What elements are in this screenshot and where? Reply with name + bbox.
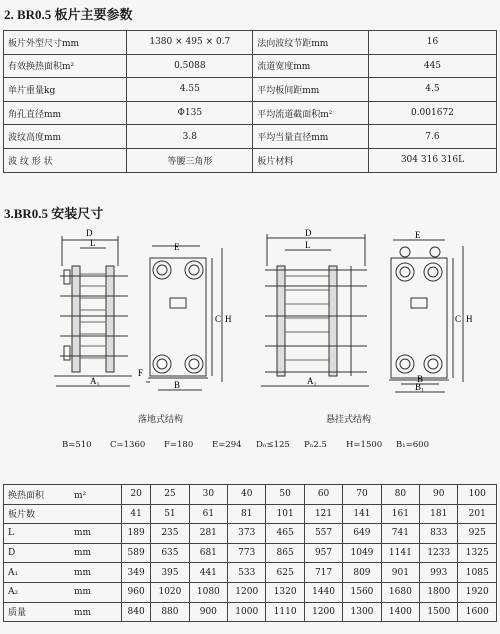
param-label: 平均流道截面积m² <box>253 101 369 125</box>
table-row <box>4 543 497 563</box>
param-value: 3.8 <box>127 125 253 149</box>
row-label-text: A₂ <box>8 587 19 598</box>
cell-value: 1500 <box>420 602 458 622</box>
cell-value: 957 <box>304 543 342 563</box>
cell-value: 1110 <box>266 602 304 622</box>
param-row <box>4 54 497 78</box>
cell-value: 20 <box>122 485 151 505</box>
cell-value: 61 <box>189 504 227 524</box>
row-label <box>4 582 122 602</box>
table-row <box>4 582 497 602</box>
cell-value: 1400 <box>381 602 419 622</box>
row-label <box>4 524 122 544</box>
row-label-text: 板片数 <box>8 510 36 521</box>
param-label: 波纹高度mm <box>4 125 127 149</box>
param-value: 7.6 <box>368 125 496 149</box>
cell-value: 681 <box>189 543 227 563</box>
row-unit: mm <box>74 587 92 598</box>
label-C-hang: C <box>455 314 462 324</box>
cell-value: 1200 <box>228 582 266 602</box>
cell-value: 50 <box>266 485 304 505</box>
table-row <box>4 504 497 524</box>
cell-value: 717 <box>304 563 342 583</box>
floor-type-diagram <box>50 226 260 396</box>
row-label-text: A₁ <box>8 567 19 578</box>
param-label: 板片材料 <box>253 148 369 172</box>
cell-value: 395 <box>151 563 189 583</box>
param-label: 平均当量直径mm <box>253 125 369 149</box>
label-A2: A₂ <box>307 376 317 386</box>
cell-value: 1049 <box>343 543 381 563</box>
param-row <box>4 148 497 172</box>
cell-value: 90 <box>420 485 458 505</box>
cell-value: 993 <box>420 563 458 583</box>
cell-value: 773 <box>228 543 266 563</box>
cell-value: 181 <box>420 504 458 524</box>
floor-side-view <box>54 236 132 386</box>
cell-value: 1300 <box>343 602 381 622</box>
cell-value: 40 <box>228 485 266 505</box>
cell-value: 625 <box>266 563 304 583</box>
install-dimension-table <box>3 484 497 622</box>
cell-value: 925 <box>458 524 497 544</box>
label-H: H <box>225 314 232 324</box>
row-unit: m² <box>74 490 87 501</box>
param-value: Φ135 <box>127 101 253 125</box>
param-label: 法向波纹节距mm <box>253 31 369 55</box>
cell-value: 235 <box>151 524 189 544</box>
row-unit: mm <box>74 567 92 578</box>
param-row <box>4 125 497 149</box>
cell-value: 80 <box>381 485 419 505</box>
param-value: 4.5 <box>368 78 496 102</box>
floor-front-view <box>146 246 222 390</box>
cell-value: 60 <box>304 485 342 505</box>
row-label <box>4 602 122 622</box>
dim-b: B=510 <box>62 440 92 450</box>
cell-value: 1440 <box>304 582 342 602</box>
cell-value: 1680 <box>381 582 419 602</box>
cell-value: 1800 <box>420 582 458 602</box>
header-row <box>4 485 497 505</box>
cell-value: 533 <box>228 563 266 583</box>
cell-value: 1000 <box>228 602 266 622</box>
param-label: 板片外型尺寸mm <box>4 31 127 55</box>
cell-value: 809 <box>343 563 381 583</box>
cell-value: 649 <box>343 524 381 544</box>
cell-value: 1233 <box>420 543 458 563</box>
row-label <box>4 485 122 505</box>
param-row <box>4 31 497 55</box>
param-value: 0.5088 <box>127 54 253 78</box>
cell-value: 1200 <box>304 602 342 622</box>
cell-value: 121 <box>304 504 342 524</box>
param-value: 1380 × 495 × 0.7 <box>127 31 253 55</box>
cell-value: 1080 <box>189 582 227 602</box>
param-value: 445 <box>368 54 496 78</box>
param-value: 等腰三角形 <box>127 148 253 172</box>
dim-f: F=180 <box>164 440 194 450</box>
param-label: 波 纹 形 状 <box>4 148 127 172</box>
cell-value: 1920 <box>458 582 497 602</box>
row-label <box>4 543 122 563</box>
label-B1: B₁ <box>415 382 425 392</box>
cell-value: 441 <box>189 563 227 583</box>
label-D-hang: D <box>305 228 312 238</box>
cell-value: 101 <box>266 504 304 524</box>
cell-value: 1560 <box>343 582 381 602</box>
label-E-hang: E <box>415 230 421 240</box>
param-row <box>4 78 497 102</box>
hang-front-view <box>389 240 463 392</box>
param-value: 16 <box>368 31 496 55</box>
row-label <box>4 504 122 524</box>
dim-h: H=1500 <box>346 440 383 450</box>
plate-params-table <box>3 30 497 173</box>
cell-value: 373 <box>228 524 266 544</box>
dim-e: E=294 <box>212 440 242 450</box>
cell-value: 741 <box>381 524 419 544</box>
cell-value: 161 <box>381 504 419 524</box>
label-B: B <box>174 380 181 390</box>
caption-hang-type: 悬挂式结构 <box>326 415 372 425</box>
cell-value: 81 <box>228 504 266 524</box>
row-unit: mm <box>74 608 92 619</box>
cell-value: 1141 <box>381 543 419 563</box>
table-row <box>4 524 497 544</box>
label-F: F <box>138 368 144 378</box>
caption-floor-type: 落地式结构 <box>138 415 184 425</box>
param-value: 304 316 316L <box>368 148 496 172</box>
label-L: L <box>90 238 96 248</box>
cell-value: 41 <box>122 504 151 524</box>
param-label: 有效换热面积m² <box>4 54 127 78</box>
dim-p: Pₙ2.5 <box>304 440 327 450</box>
cell-value: 900 <box>189 602 227 622</box>
cell-value: 901 <box>381 563 419 583</box>
label-D: D <box>86 228 93 238</box>
cell-value: 189 <box>122 524 151 544</box>
cell-value: 201 <box>458 504 497 524</box>
cell-value: 833 <box>420 524 458 544</box>
cell-value: 589 <box>122 543 151 563</box>
cell-value: 51 <box>151 504 189 524</box>
param-value: 4.55 <box>127 78 253 102</box>
cell-value: 865 <box>266 543 304 563</box>
hang-side-view <box>261 234 369 386</box>
row-label-text: 质量 <box>8 608 27 619</box>
cell-value: 30 <box>189 485 227 505</box>
table-row <box>4 563 497 583</box>
cell-value: 1325 <box>458 543 497 563</box>
cell-value: 349 <box>122 563 151 583</box>
cell-value: 1320 <box>266 582 304 602</box>
dim-c: C=1360 <box>110 440 146 450</box>
cell-value: 25 <box>151 485 189 505</box>
cell-value: 840 <box>122 602 151 622</box>
row-unit: mm <box>74 528 92 539</box>
label-E: E <box>174 242 180 252</box>
row-unit: mm <box>74 548 92 559</box>
param-row <box>4 101 497 125</box>
dim-b1: B₁=600 <box>396 440 429 450</box>
section-title-plate-params: 2. BR0.5 板片主要参数 <box>4 7 133 22</box>
param-value: 0.001672 <box>368 101 496 125</box>
cell-value: 1020 <box>151 582 189 602</box>
dim-dn: Dₙ≤125 <box>256 440 290 450</box>
label-H-hang: H <box>466 314 473 324</box>
label-L-hang: L <box>305 240 311 250</box>
label-A1: A₁ <box>90 376 100 386</box>
cell-value: 465 <box>266 524 304 544</box>
cell-value: 70 <box>343 485 381 505</box>
label-C: C <box>215 314 222 324</box>
param-label: 流道宽度mm <box>253 54 369 78</box>
row-label-text: L <box>8 528 14 539</box>
cell-value: 960 <box>122 582 151 602</box>
param-label: 平均板间距mm <box>253 78 369 102</box>
cell-value: 141 <box>343 504 381 524</box>
param-label: 角孔直径mm <box>4 101 127 125</box>
cell-value: 557 <box>304 524 342 544</box>
row-label-text: 换热面积 <box>8 490 45 501</box>
row-label <box>4 563 122 583</box>
cell-value: 635 <box>151 543 189 563</box>
cell-value: 100 <box>458 485 497 505</box>
cell-value: 281 <box>189 524 227 544</box>
cell-value: 1085 <box>458 563 497 583</box>
hang-type-diagram <box>255 226 485 396</box>
param-label: 单片重量kg <box>4 78 127 102</box>
section-title-install-dims: 3.BR0.5 安装尺寸 <box>4 206 104 221</box>
cell-value: 880 <box>151 602 189 622</box>
cell-value: 1600 <box>458 602 497 622</box>
label-B-hang: B <box>417 374 424 384</box>
row-label-text: D <box>8 548 16 559</box>
table-row <box>4 602 497 622</box>
